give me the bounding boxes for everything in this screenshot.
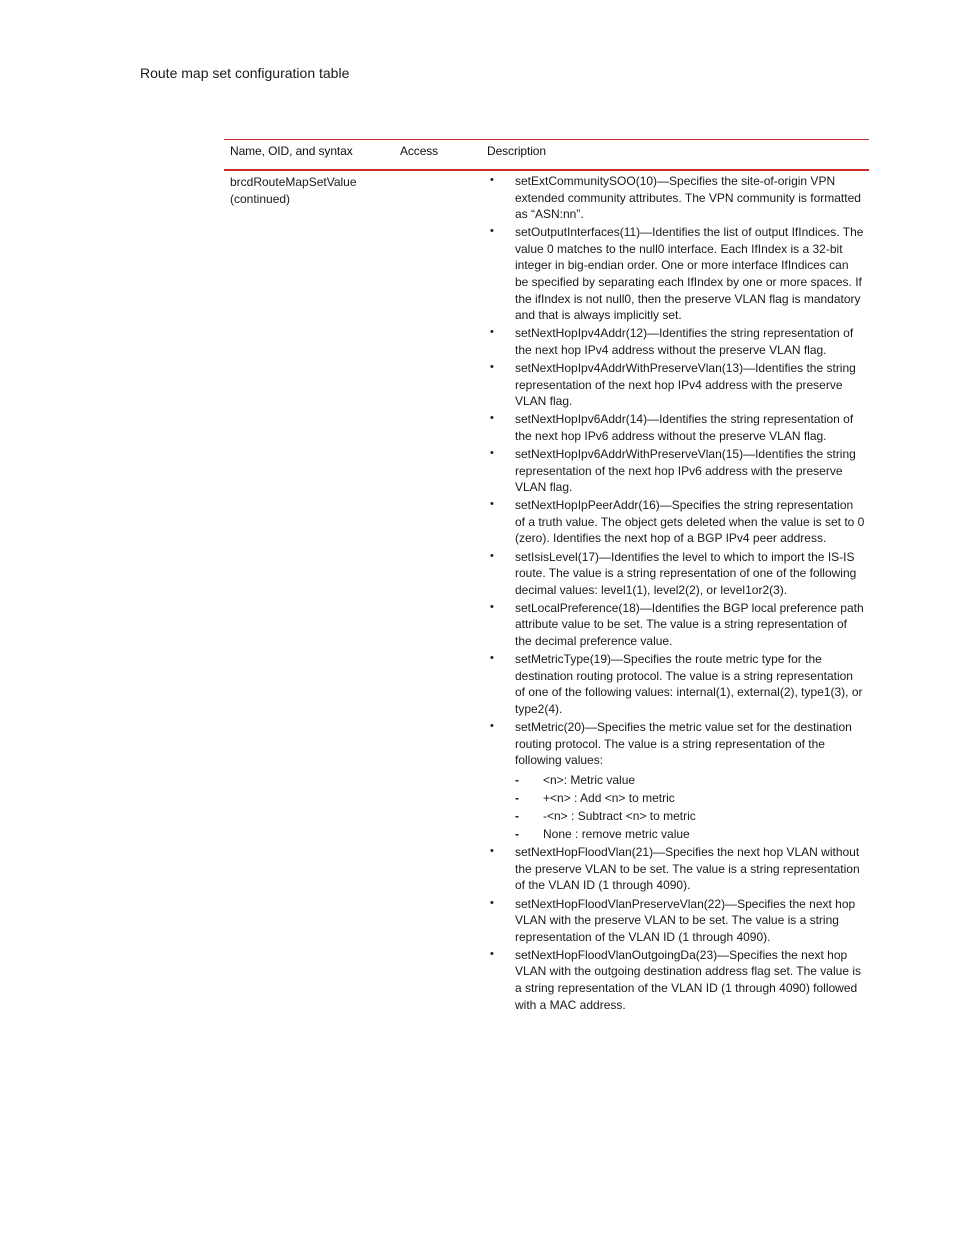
header-access: Access [400, 144, 439, 158]
sub-list-item-text: +<n> : Add <n> to metric [543, 790, 675, 805]
bullet-icon: • [490, 361, 494, 374]
sub-list-item-text: -<n> : Subtract <n> to metric [543, 808, 696, 823]
list-item [487, 600, 865, 650]
list-item-text: setNextHopIpv6AddrWithPreserveVlan(15)—Identifies the string representation of the next hop IPv6 address with the preserve VLAN flag. [515, 447, 856, 495]
list-item-text: setNextHopFloodVlanOutgoingDa(23)—Specifies the next hop VLAN with the outgoing destination address flag set. The value is a string representation of the VLAN ID (1 through 4090) followed with a MAC address. [515, 947, 861, 1012]
list-item-text: setLocalPreference(18)—Identifies the BGP local preference path attribute value to be set. The value is a string representation of the decimal preference value. [515, 600, 864, 649]
list-item [487, 446, 865, 496]
mib-table [224, 139, 869, 1012]
list-item-text: setOutputInterfaces(11)—Identifies the list of output IfIndices. The value 0 matches to the null0 interface. Each IfIndex is a 32-bit integer in big-endian order. One or more interface IfIndices can be specified by separating each IfIndex by one or more spaces. If the ifIndex is not null0, then the preserve VLAN flag is mandatory and that is always implicitly set. [515, 225, 864, 323]
list-item-text: setNextHopFloodVlan(21)—Specifies the next hop VLAN without the preserve VLAN to be set. The value is a string representation of the VLAN ID (1 through 4090). [515, 845, 860, 893]
sub-list-item [515, 807, 865, 825]
list-item [487, 411, 865, 444]
list-item-text: setNextHopIpv6Addr(14)—Identifies the string representation of the next hop IPv6 address without the preserve VLAN flag. [515, 412, 854, 443]
header-description: Description [487, 144, 546, 158]
bullet-icon: • [490, 498, 494, 511]
sub-list-item [515, 789, 865, 807]
bullet-icon: • [490, 412, 494, 425]
list-item-text: setNextHopIpPeerAddr(16)—Specifies the string representation of a truth value. The object gets deleted when the value is set to 0 (zero). Identifies the next hop of a BGP IPv4 peer address. [515, 498, 865, 546]
list-item-text: setExtCommunitySOO(10)—Specifies the site-of-origin VPN extended community attributes. The VPN community is formatted as “ASN:nn”. [515, 174, 861, 222]
sub-list-item [515, 825, 865, 843]
bullet-icon: • [490, 225, 494, 238]
object-name: brcdRouteMapSetValue [230, 175, 357, 189]
metric-value-list [515, 771, 865, 843]
bullet-icon: • [490, 447, 494, 459]
header-name-oid-syntax: Name, OID, and syntax [230, 144, 353, 158]
table-header-row [224, 140, 869, 169]
value-list [487, 173, 865, 1013]
bullet-icon: • [490, 600, 494, 613]
dash-icon: - [515, 808, 519, 823]
list-item [487, 719, 865, 843]
list-item-text: setMetric(20)—Specifies the metric value set for the destination routing protocol. The value is a string representation of the following values: [515, 720, 852, 768]
bullet-icon: • [490, 845, 494, 858]
list-item-text: setIsisLevel(17)—Identifies the level to which to import the IS-IS route. The value is a string representation of one of the following decimal values: level1(1), level2(2), or level1or2(3). [515, 549, 857, 597]
bullet-icon: • [490, 652, 494, 665]
dash-icon: - [515, 826, 519, 841]
dash-icon: - [515, 790, 519, 805]
object-name-cell [230, 174, 390, 208]
dash-icon: - [515, 772, 519, 787]
bullet-icon: • [490, 720, 494, 732]
list-item-text: setNextHopIpv4AddrWithPreserveVlan(13)—Identifies the string representation of the next hop IPv4 address with the preserve VLAN flag. [515, 361, 856, 409]
bullet-icon: • [490, 896, 494, 909]
list-item [487, 844, 865, 894]
list-item [487, 947, 865, 1013]
running-head: Route map set configuration table [140, 65, 350, 81]
list-item-text: setNextHopFloodVlanPreserveVlan(22)—Specifies the next hop VLAN with the preserve VLAN to be set. The value is a string representation of the VLAN ID (1 through 4090). [515, 896, 856, 944]
bullet-icon: • [490, 549, 494, 562]
sub-list-item-text: None : remove metric value [543, 826, 690, 841]
bullet-icon: • [490, 174, 494, 186]
list-item [487, 173, 865, 223]
bullet-icon: • [490, 326, 494, 339]
bullet-icon: • [490, 947, 494, 960]
list-item [487, 549, 865, 599]
description-cell [487, 173, 865, 1015]
sub-list-item [515, 771, 865, 789]
list-item-text: setMetricType(19)—Specifies the route metric type for the destination routing protocol. The value is a string representation of one of the following values: internal(1), external(2), type1(3), or type2(4). [515, 652, 863, 716]
list-item [487, 497, 865, 547]
list-item [487, 325, 865, 358]
list-item [487, 224, 865, 324]
list-item [487, 651, 865, 717]
list-item [487, 360, 865, 410]
continued-label: (continued) [230, 192, 291, 206]
list-item-text: setNextHopIpv4Addr(12)—Identifies the string representation of the next hop IPv4 address without the preserve VLAN flag. [515, 326, 854, 357]
list-item [487, 896, 865, 946]
table-header-rule [224, 169, 869, 171]
sub-list-item-text: <n>: Metric value [543, 772, 636, 787]
